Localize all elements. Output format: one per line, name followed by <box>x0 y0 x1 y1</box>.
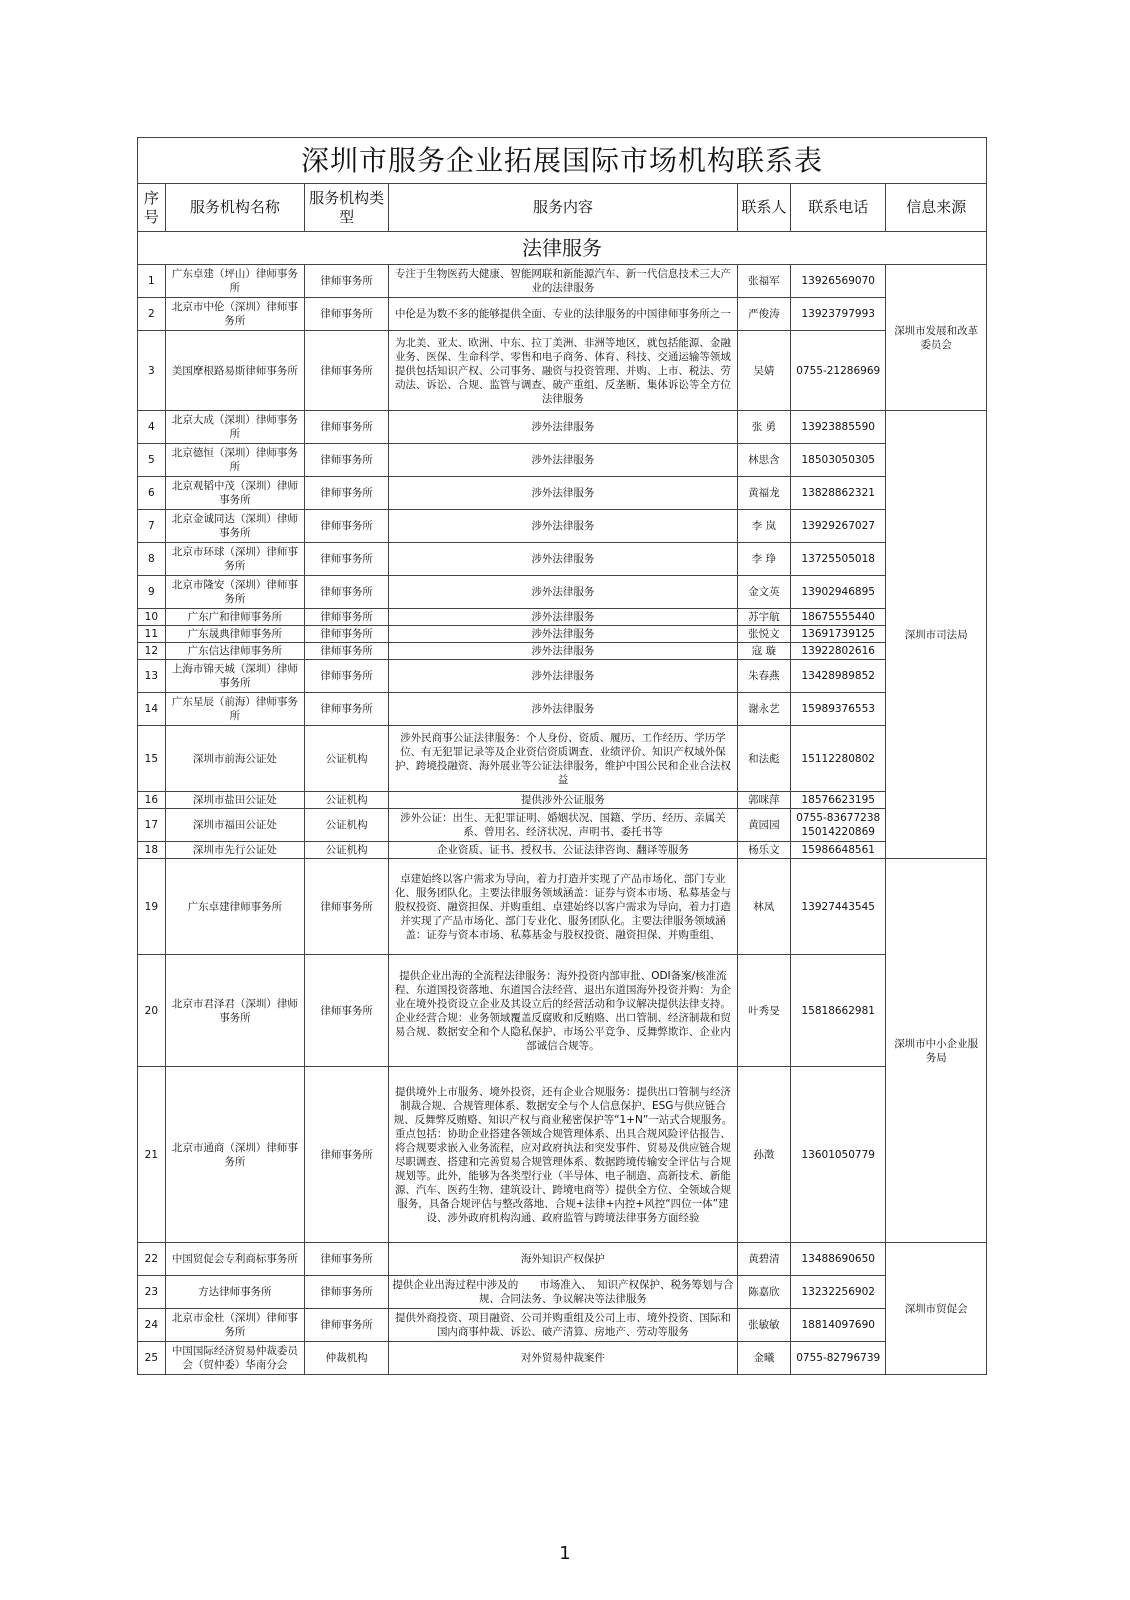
table-row <box>138 331 987 411</box>
contact-person: 张悦文 <box>737 626 790 643</box>
contact-person: 林思含 <box>737 444 790 477</box>
contact-person: 吴婧 <box>737 331 790 411</box>
page-title: 深圳市服务企业拓展国际市场机构联系表 <box>138 138 987 184</box>
phone-number: 13926569070 <box>791 265 886 298</box>
table-row <box>138 792 987 809</box>
phone-number: 13923885590 <box>791 411 886 444</box>
service-content: 提供企业出海过程中涉及的 市场准入、 知识产权保护、税务筹划与合规、合同法务、争议解决等法律服务 <box>389 1276 738 1309</box>
row-no: 11 <box>138 626 166 643</box>
contact-person: 和法彪 <box>737 726 790 792</box>
header-name: 服务机构名称 <box>165 184 304 232</box>
org-type: 律师事务所 <box>305 298 389 331</box>
phone-number <box>791 809 886 842</box>
header-row <box>138 184 987 232</box>
org-type: 律师事务所 <box>305 1067 389 1243</box>
header-phone: 联系电话 <box>791 184 886 232</box>
phone-number: 15989376553 <box>791 693 886 726</box>
phone-number: 15112280802 <box>791 726 886 792</box>
row-no: 10 <box>138 609 166 626</box>
table-row <box>138 1067 987 1243</box>
phone-number: 15818662981 <box>791 955 886 1067</box>
contact-person: 李 岚 <box>737 510 790 543</box>
org-name: 北京观韬中茂（深圳）律师事务所 <box>165 477 304 510</box>
table-row <box>138 609 987 626</box>
org-name: 北京大成（深圳）律师事务所 <box>165 411 304 444</box>
service-content <box>389 955 738 1067</box>
table-row <box>138 626 987 643</box>
row-no: 8 <box>138 543 166 576</box>
phone-number: 18576623195 <box>791 792 886 809</box>
header-content: 服务内容 <box>389 184 738 232</box>
row-no: 2 <box>138 298 166 331</box>
table-body <box>138 138 987 1375</box>
row-no: 24 <box>138 1309 166 1342</box>
phone-number: 13902946895 <box>791 576 886 609</box>
section-title: 法律服务 <box>138 232 987 265</box>
org-type: 公证机构 <box>305 792 389 809</box>
service-content: 涉外法律服务 <box>389 609 738 626</box>
service-content: 海外知识产权保护 <box>389 1243 738 1276</box>
org-type: 公证机构 <box>305 726 389 792</box>
phone-number: 13488690650 <box>791 1243 886 1276</box>
org-name: 深圳市福田公证处 <box>165 809 304 842</box>
org-name: 广东广和律师事务所 <box>165 609 304 626</box>
table-row <box>138 444 987 477</box>
org-type: 律师事务所 <box>305 477 389 510</box>
row-no: 5 <box>138 444 166 477</box>
service-content: 专注于生物医药大健康、智能网联和新能源汽车、新一代信息技术三大产业的法律服务 <box>389 265 738 298</box>
service-content: 涉外法律服务 <box>389 444 738 477</box>
contact-person: 朱春燕 <box>737 660 790 693</box>
service-content: 涉外民商事公证法律服务：个人身份、资质、履历、工作经历、学历学位、有无犯罪记录等及企业资信资质调查、业绩评价、知识产权域外保护、跨境投融资、海外展业等公证法律服务，维护中国公民和企业合法权益 <box>389 726 738 792</box>
org-type: 律师事务所 <box>305 1243 389 1276</box>
org-name: 深圳市盐田公证处 <box>165 792 304 809</box>
service-content: 涉外法律服务 <box>389 411 738 444</box>
org-type: 律师事务所 <box>305 1309 389 1342</box>
service-content: 涉外法律服务 <box>389 510 738 543</box>
org-type: 律师事务所 <box>305 626 389 643</box>
row-no: 7 <box>138 510 166 543</box>
org-type: 律师事务所 <box>305 543 389 576</box>
contact-person: 黄福龙 <box>737 477 790 510</box>
row-no: 4 <box>138 411 166 444</box>
phone-number: 13601050779 <box>791 1067 886 1243</box>
row-no: 6 <box>138 477 166 510</box>
contact-person: 张福军 <box>737 265 790 298</box>
table-row <box>138 955 987 1067</box>
table-row <box>138 1243 987 1276</box>
org-type: 律师事务所 <box>305 660 389 693</box>
contact-person: 李 琤 <box>737 543 790 576</box>
org-name: 深圳市前海公证处 <box>165 726 304 792</box>
contact-person: 杨乐文 <box>737 842 790 859</box>
row-no: 21 <box>138 1067 166 1243</box>
phone-number: 18814097690 <box>791 1309 886 1342</box>
phone-number: 0755-21286969 <box>791 331 886 411</box>
contact-table <box>137 137 987 1375</box>
org-name: 北京市中伦（深圳）律师事务所 <box>165 298 304 331</box>
phone-number-1: 0755-83677238 <box>796 812 881 824</box>
row-no: 18 <box>138 842 166 859</box>
phone-number: 13725505018 <box>791 543 886 576</box>
contact-person: 黄碧清 <box>737 1243 790 1276</box>
table-row <box>138 1342 987 1375</box>
org-type: 律师事务所 <box>305 510 389 543</box>
table-row <box>138 265 987 298</box>
contact-person: 金曦 <box>737 1342 790 1375</box>
row-no: 22 <box>138 1243 166 1276</box>
org-name: 中国贸促会专利商标事务所 <box>165 1243 304 1276</box>
header-contact: 联系人 <box>737 184 790 232</box>
phone-number: 13828862321 <box>791 477 886 510</box>
org-name: 广东卓建（坪山）律师事务所 <box>165 265 304 298</box>
contact-person: 黄园园 <box>737 809 790 842</box>
contact-person: 严俊涛 <box>737 298 790 331</box>
org-type: 律师事务所 <box>305 859 389 955</box>
table-row <box>138 726 987 792</box>
org-name: 北京德恒（深圳）律师事务所 <box>165 444 304 477</box>
org-name: 北京市环球（深圳）律师事务所 <box>165 543 304 576</box>
org-name: 北京市君泽君（深圳）律师事务所 <box>165 955 304 1067</box>
service-content-part-2: 企业经营合规：业务领域覆盖反腐败和反贿赂、出口管制、经济制裁和贸易合规、数据安全和个人隐私保护、市场公平竞争、反舞弊欺诈、企业内部诚信合规等。 <box>394 1011 731 1052</box>
row-no: 14 <box>138 693 166 726</box>
row-no: 12 <box>138 643 166 660</box>
phone-number: 18675555440 <box>791 609 886 626</box>
phone-number: 0755-82796739 <box>791 1342 886 1375</box>
phone-number: 13929267027 <box>791 510 886 543</box>
header-type: 服务机构类型 <box>305 184 389 232</box>
contact-person: 谢永艺 <box>737 693 790 726</box>
org-name: 中国国际经济贸易仲裁委员会（贸仲委）华南分会 <box>165 1342 304 1375</box>
phone-number-2: 15014220869 <box>801 826 875 838</box>
org-name: 广东信达律师事务所 <box>165 643 304 660</box>
header-source: 信息来源 <box>886 184 987 232</box>
table-row <box>138 298 987 331</box>
org-name: 北京市隆安（深圳）律师事务所 <box>165 576 304 609</box>
org-name: 上海市锦天城（深圳）律师事务所 <box>165 660 304 693</box>
org-type: 律师事务所 <box>305 693 389 726</box>
org-name: 北京市通商（深圳）律师事务所 <box>165 1067 304 1243</box>
contact-person: 陈嘉欣 <box>737 1276 790 1309</box>
contact-person: 张敏敏 <box>737 1309 790 1342</box>
org-name: 广东晟典律师事务所 <box>165 626 304 643</box>
info-source: 深圳市中小企业服务局 <box>886 859 987 1243</box>
org-type: 仲裁机构 <box>305 1342 389 1375</box>
contact-person: 苏宇航 <box>737 609 790 626</box>
row-no: 17 <box>138 809 166 842</box>
org-name: 北京市金杜（深圳）律师事务所 <box>165 1309 304 1342</box>
service-content: 卓建始终以客户需求为导向，着力打造并实现了产品市场化、部门专业化、服务团队化。主要法律服务领域涵盖：证券与资本市场、私募基金与股权投资、融资担保、并购重组、卓建始终以客户需求为导向，着力打造并实现了产品市场化、部门专业化、服务团队化。主要法律服务领域涵盖：证券与资本市场、私募基金与股权投资、融资担保、并购重组、 <box>389 859 738 955</box>
row-no: 13 <box>138 660 166 693</box>
table-row <box>138 1309 987 1342</box>
row-no: 9 <box>138 576 166 609</box>
row-no: 16 <box>138 792 166 809</box>
table-row <box>138 510 987 543</box>
table-row <box>138 660 987 693</box>
service-content-part-1: 提供企业出海的全流程法律服务：海外投资内部审批、ODI备案/核准流程、东道国投资落地、东道国合法经营、退出东道国海外投资并购：为企业在境外投资设立企业及其设立后的经营活动和争议解决提供法律支持。 <box>394 969 731 1010</box>
service-content: 中伦是为数不多的能够提供全面、专业的法律服务的中国律师事务所之一 <box>389 298 738 331</box>
org-type: 律师事务所 <box>305 265 389 298</box>
contact-person: 金文英 <box>737 576 790 609</box>
contact-person: 孙澂 <box>737 1067 790 1243</box>
org-type: 律师事务所 <box>305 576 389 609</box>
table-row <box>138 477 987 510</box>
page-number: 1 <box>559 1543 571 1564</box>
info-source: 深圳市发展和改革委员会 <box>886 265 987 411</box>
phone-number: 15986648561 <box>791 842 886 859</box>
service-content: 涉外法律服务 <box>389 626 738 643</box>
org-name: 广东星辰（前海）律师事务所 <box>165 693 304 726</box>
info-source: 深圳市贸促会 <box>886 1243 987 1375</box>
table-row <box>138 643 987 660</box>
table-row <box>138 693 987 726</box>
org-type: 律师事务所 <box>305 1276 389 1309</box>
service-content: 企业资质、证书、授权书、公证法律咨询、翻译等服务 <box>389 842 738 859</box>
org-name: 美国摩根路易斯律师事务所 <box>165 331 304 411</box>
service-content: 涉外法律服务 <box>389 693 738 726</box>
contact-person: 林凤 <box>737 859 790 955</box>
contact-person: 郭咪萍 <box>737 792 790 809</box>
phone-number: 13428989852 <box>791 660 886 693</box>
org-type: 律师事务所 <box>305 444 389 477</box>
table-row <box>138 842 987 859</box>
phone-number: 18503050305 <box>791 444 886 477</box>
table-row <box>138 411 987 444</box>
service-content: 提供涉外公证服务 <box>389 792 738 809</box>
org-type: 公证机构 <box>305 842 389 859</box>
service-content: 涉外法律服务 <box>389 543 738 576</box>
row-no: 25 <box>138 1342 166 1375</box>
contact-person: 叶秀旻 <box>737 955 790 1067</box>
phone-number: 13923797993 <box>791 298 886 331</box>
service-content: 为北美、亚太、欧洲、中东、拉丁美洲、非洲等地区，就包括能源、金融业务、医保、生命科学、零售和电子商务、体育、科技、交通运输等领域提供包括知识产权、公司事务、融资与投资管理、并购、上市、税法、劳动法、诉讼、合规、监管与调查、破产重组、反垄断、集体诉讼等全方位法律服务 <box>389 331 738 411</box>
row-no: 3 <box>138 331 166 411</box>
org-name: 广东卓建律师事务所 <box>165 859 304 955</box>
org-type: 律师事务所 <box>305 643 389 660</box>
org-name: 方达律师事务所 <box>165 1276 304 1309</box>
service-content: 提供外商投资、项目融资、公司并购重组及公司上市、境外投资、国际和国内商事仲裁、诉讼、破产清算、房地产、劳动等服务 <box>389 1309 738 1342</box>
info-source: 深圳市司法局 <box>886 411 987 859</box>
table-row <box>138 543 987 576</box>
service-content: 涉外法律服务 <box>389 576 738 609</box>
phone-number: 13927443545 <box>791 859 886 955</box>
row-no: 1 <box>138 265 166 298</box>
row-no: 23 <box>138 1276 166 1309</box>
service-content: 对外贸易仲裁案件 <box>389 1342 738 1375</box>
service-content: 涉外公证：出生、无犯罪证明、婚姻状况、国籍、学历、经历、亲属关系、曾用名、经济状况、声明书、委托书等 <box>389 809 738 842</box>
row-no: 15 <box>138 726 166 792</box>
contact-person: 张 勇 <box>737 411 790 444</box>
table-row <box>138 576 987 609</box>
phone-number: 13922802616 <box>791 643 886 660</box>
phone-number: 13232256902 <box>791 1276 886 1309</box>
header-no: 序号 <box>138 184 166 232</box>
row-no: 20 <box>138 955 166 1067</box>
table-row <box>138 859 987 955</box>
service-content: 涉外法律服务 <box>389 643 738 660</box>
phone-number: 13691739125 <box>791 626 886 643</box>
service-content: 涉外法律服务 <box>389 477 738 510</box>
service-content: 涉外法律服务 <box>389 660 738 693</box>
org-type: 公证机构 <box>305 809 389 842</box>
org-type: 律师事务所 <box>305 609 389 626</box>
contact-person: 寇 璇 <box>737 643 790 660</box>
table-row <box>138 809 987 842</box>
service-content: 提供境外上市服务、境外投资，还有企业合规服务：提供出口管制与经济制裁合规、合规管理体系、数据安全与个人信息保护、ESG与供应链合规、反舞弊反贿赂、知识产权与商业秘密保护等“1+N”一站式合规服务。重点包括：协助企业搭建各领域合规管理体系、出具合规风险评估报告、将合规要求嵌入业务流程，应对政府执法和突发事件、贸易及供应链合规尽职调查、搭建和完善贸易合规管理体系、数据跨境传输安全评估与合规规划等。此外，能够为各类型行业（半导体、电子制造、高新技术、新能源、汽车、医药生物、建筑设计、跨境电商等）提供全方位、全领域合规服务，具备合规评估与整改落地、合规+法律+内控+风控“四位一体”建设、涉外政府机构沟通、政府监管与跨境法律事务方面经验 <box>389 1067 738 1243</box>
org-name: 北京金诚同达（深圳）律师事务所 <box>165 510 304 543</box>
org-type: 律师事务所 <box>305 331 389 411</box>
row-no: 19 <box>138 859 166 955</box>
table-row <box>138 1276 987 1309</box>
org-type: 律师事务所 <box>305 955 389 1067</box>
org-type: 律师事务所 <box>305 411 389 444</box>
org-name: 深圳市先行公证处 <box>165 842 304 859</box>
